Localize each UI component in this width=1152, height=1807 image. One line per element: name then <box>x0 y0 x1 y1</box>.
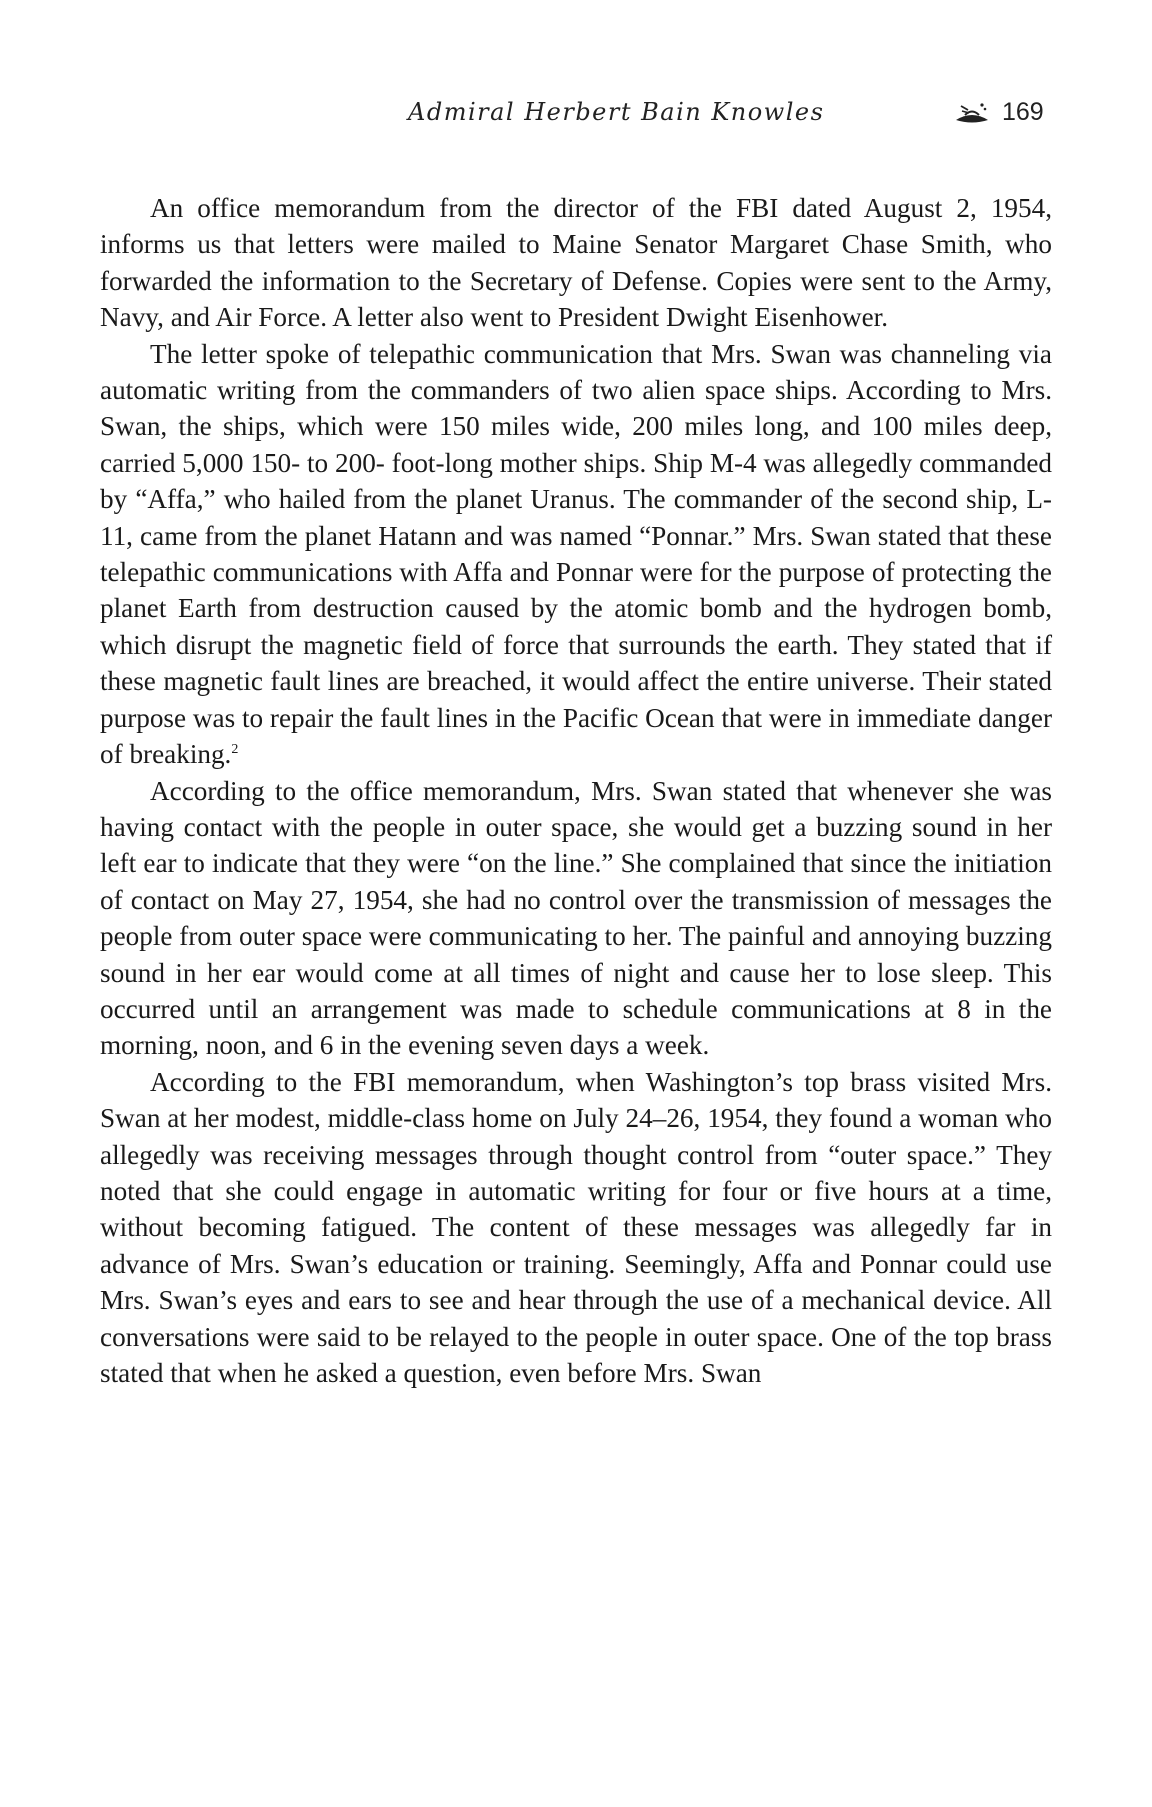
footnote-marker[interactable]: 2 <box>231 742 239 758</box>
running-title: Admiral Herbert Bain Knowles <box>408 98 825 126</box>
paragraph-4: According to the FBI memorandum, when Washington’s top brass visited Mrs. Swan at her modest, middle-class home on July 24–26, 1954, they found a woman who allegedly was receiving messages through thought control from “outer space.” They noted that she could engage in automatic writing for four or five hours at a time, without becoming fatigued. The content of these messages was allegedly far in advance of Mrs. Swan’s education or training. Seemingly, Affa and Ponnar could use Mrs. Swan’s eyes and ears to see and hear through the use of a mechanical device. All conversations were said to be relayed to the people in outer space. One of the top brass stated that when he asked a question, even before Mrs. Swan <box>100 1066 1052 1388</box>
paragraph-3: According to the office memorandum, Mrs. Swan stated that whenever she was having contact with the people in outer space, she would get a buzzing sound in her left ear to indicate that they were “on the line.” She complained that since the initiation of contact on May 27, 1954, she had no control over the transmission of messages the people from outer space were communicating to her. The painful and annoying buzzing sound in her ear would come at all times of night and cause her to lose sleep. This occurred until an arrangement was made to schedule communications at 8 in the morning, noon, and 6 in the evening seven days a week. <box>100 775 1052 1061</box>
flying-saucer-icon <box>952 98 992 128</box>
running-head <box>0 98 1152 138</box>
paragraph-1: An office memorandum from the director of the FBI dated August 2, 1954, informs us that letters were mailed to Maine Senator Margaret Chase Smith, who forwarded the information to the Secretary of Defense. Copies were sent to the Army, Navy, and Air Force. A letter also went to President Dwight Eisenhower. <box>100 193 1052 333</box>
page-number: 169 <box>1002 98 1044 126</box>
body-text <box>100 190 1052 1391</box>
paragraph-2: The letter spoke of telepathic communication that Mrs. Swan was channeling via automatic writing from the commanders of two alien space ships. According to Mrs. Swan, the ships, which were 150 miles wide, 200 miles long, and 100 miles deep, carried 5,000 150- to 200- foot-long mother ships. Ship M-4 was allegedly commanded by “Affa,” who hailed from the planet Uranus. The commander of the second ship, L-11, came from the planet Hatann and was named “Ponnar.” Mrs. Swan stated that these telepathic communications with Affa and Ponnar were for the purpose of protecting the planet Earth from destruction caused by the atomic bomb and the hydrogen bomb, which disrupt the magnetic field of force that surrounds the earth. They stated that if these magnetic fault lines are breached, it would affect the entire universe. Their stated purpose was to repair the fault lines in the Pacific Ocean that were in immediate danger of breaking.$^2$ <box>100 338 1052 770</box>
